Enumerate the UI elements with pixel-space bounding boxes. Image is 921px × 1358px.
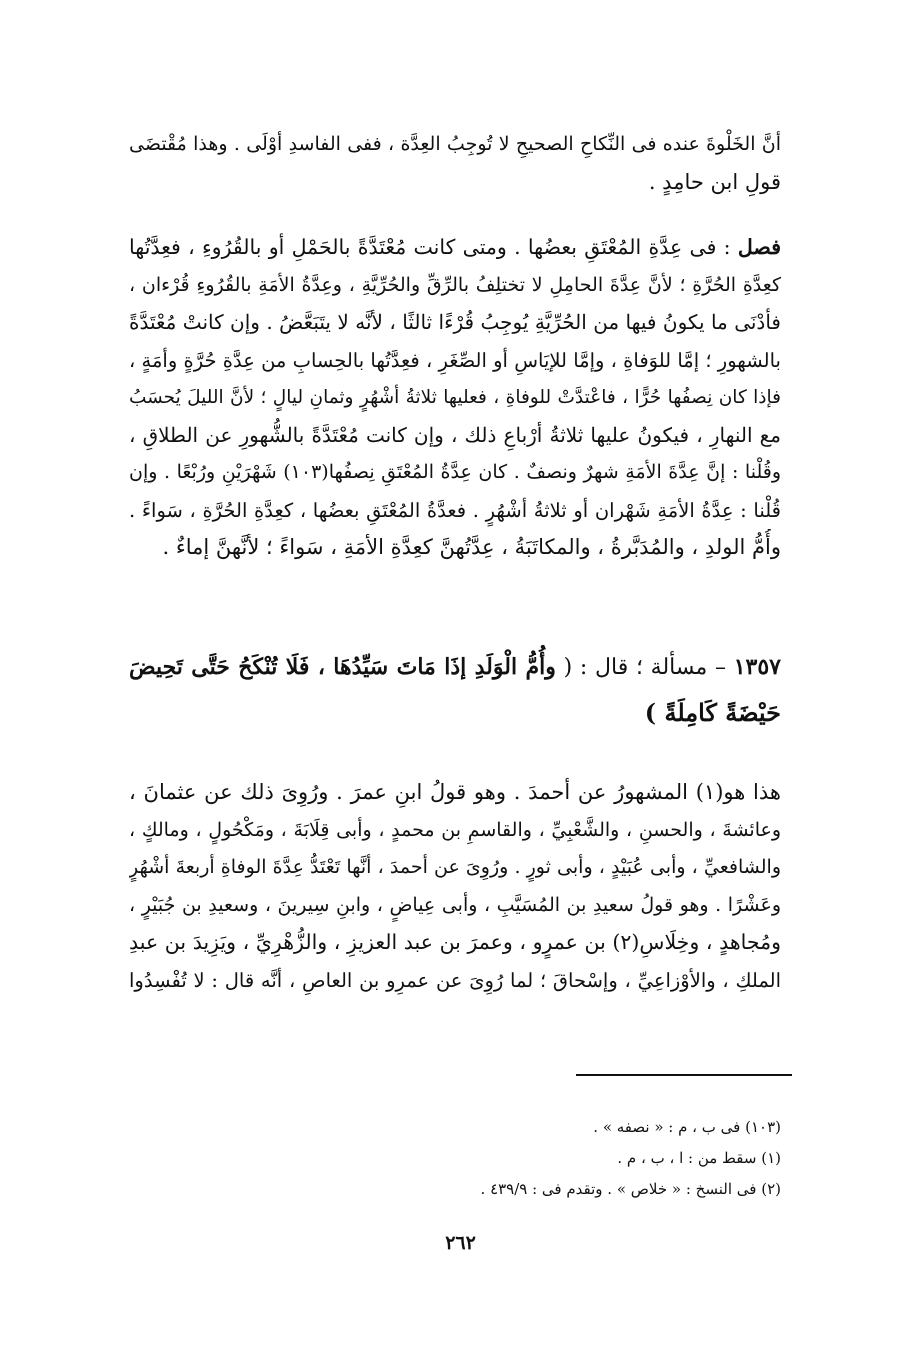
fasl-label: فصل	[737, 235, 781, 259]
paragraph-continuation	[129, 126, 781, 201]
paragraph-fasl	[129, 229, 781, 567]
text-line: ومُجاهدٍ ، وخِلَاسِ(٢) بن عمرٍو ، وعمرَ بن عبد العزيزِ ، والزُّهْرِيِّ ، ويَزِيدَ بن عبدِ	[129, 930, 781, 954]
text-line: الملكِ ، والأوْزاعِيِّ ، وإسْحاقَ ؛ لما رُوِىَ عن عمرِو بن العاصِ ، أنَّه قال : لا تُفْسِدُوا	[129, 968, 781, 992]
text-line: وعائشةَ ، والحسنِ ، والشَّعْبِيِّ ، والقاسمِ بن محمدٍ ، وأبى قِلَابَةَ ، ومَكْحُولٍ ، ومالكٍ ،	[129, 818, 781, 841]
footnote: (١٠٣) فى ب ، م : « نصفه » .	[593, 1118, 781, 1136]
footnote-divider	[576, 1074, 792, 1076]
masala-prefix: – مسألة ؛ قال : (	[563, 655, 726, 680]
footnote: (١) سقط من : ا ، ب ، م .	[617, 1149, 781, 1167]
page-number: ٢٦٢	[445, 1232, 476, 1254]
masala-number: ١٣٥٧	[733, 654, 781, 680]
text-line	[129, 229, 781, 267]
heading-line: حَيْضَةً كَامِلَةً )	[644, 698, 781, 727]
text-line: كعِدَّةِ الحُرَّةِ ؛ لأنَّ عِدَّةَ الحامِلِ لا تختلِفُ بالرِّقِّ والحُرِّيَّةِ ، وعِدَّةُ الأمَةِ بالقُرُوءِ قُرْءان ،	[129, 273, 781, 296]
text-line: أنَّ الخَلْوةَ عنده فى النِّكاحِ الصحيحِ لا تُوجِبُ العِدَّة ، ففى الفاسدِ أوْلَى . وهذا مُقْتضَى	[129, 133, 781, 155]
text-line: وعَشْرًا . وهو قولُ سعيدِ بن المُسَيَّبِ ، وأبى عِياضٍ ، وابنِ سِيرينَ ، وسعيدِ بن جُبَيْرٍ ،	[129, 893, 781, 916]
text-line: مع النهارِ ، فيكونُ عليها ثلاثةُ أرْباعِ ذلك ، وإن كانت مُعْتَدَّةً بالشُّهورِ عن الطلاقِ ،	[129, 422, 781, 447]
text-segment: : فى عِدَّةِ المُعْتَقِ بعضُها . ومتى كانت مُعْتَدَّةً بالحَمْلِ أو بالقُرُوءِ ، فعِدَّتُها	[129, 235, 731, 259]
masala-heading	[129, 644, 781, 736]
masala-text: وأُمُّ الْوَلَدِ إذَا مَاتَ سَيِّدُهَا ، فَلَا تُنْكَحُ حَتَّى تَحِيضَ	[129, 654, 556, 680]
footnote: (٢) فى النسخ : « خلاص » . وتقدم فى : ٤٣٩/٩ .	[480, 1180, 781, 1198]
text-line: والشافعيِّ ، وأبى عُبَيْدٍ ، وأبى ثورٍ . ورُوِىَ عن أحمدَ ، أنَّها تَعْتَدُّ عِدَّةَ الوفاةِ أربعةَ أشْهُرٍ	[129, 856, 781, 878]
text-line: بالشهورِ ؛ إمَّا للوَفاةِ ، وإمَّا للإيَاسِ أو الصِّغَرِ ، فعِدَّتُها بالحِسابِ من عِدَّةِ حُرَّةٍ وأمَةٍ ،	[129, 348, 781, 372]
text-line: وقُلْنا : إنَّ عِدَّةَ الأمَةِ شهرٌ ونصفٌ . كان عِدَّةُ المُعْتَقِ نِصفُها(١٠٣) شَهْرَيْنِ ورُبْعًا . وإن	[129, 461, 781, 483]
text-line: قولِ ابن حامِدٍ .	[648, 169, 781, 194]
text-line: فإذا كان نِصفُها حُرًّا ، فاعْتدَّتْ للوفاةِ ، فعليها ثلاثةُ أشْهُرٍ وثمانِ ليالٍ ؛ لأنَّ الليلَ يُحسَبُ	[129, 387, 781, 408]
text-line: قُلْنا : عِدَّةُ الأمَةِ شَهْران أو ثلاثةُ أشْهُرٍ . فعدَّةُ المُعْتَقِ بعضُها ، كعِدَّةِ الحُرَّةِ ، سَواءً .	[129, 498, 781, 522]
heading-line	[129, 644, 781, 690]
footnotes	[129, 1112, 781, 1205]
text-line: وأُمُّ الولدِ ، والمُدَبَّرةُ ، والمكاتَبَةُ ، عِدَّتُهنَّ كعِدَّةِ الأمَةِ ، سَواءً ؛ لأنَّهنَّ إماءٌ .	[162, 535, 781, 559]
text-line: هذا هو(١) المشهورُ عن أحمدَ . وهو قولُ ابنِ عمرَ . ورُوِىَ ذلك عن عثمانَ ،	[129, 780, 781, 804]
text-line: فأدْنَى ما يكونُ فيها من الحُرِّيَّةِ يُوجِبُ قُرْءًا ثالثًا ، لأنَّه لا يتَبَعَّضُ . وإن كانتْ مُعْتَدَّةً	[129, 310, 781, 334]
paragraph-commentary	[129, 774, 781, 999]
